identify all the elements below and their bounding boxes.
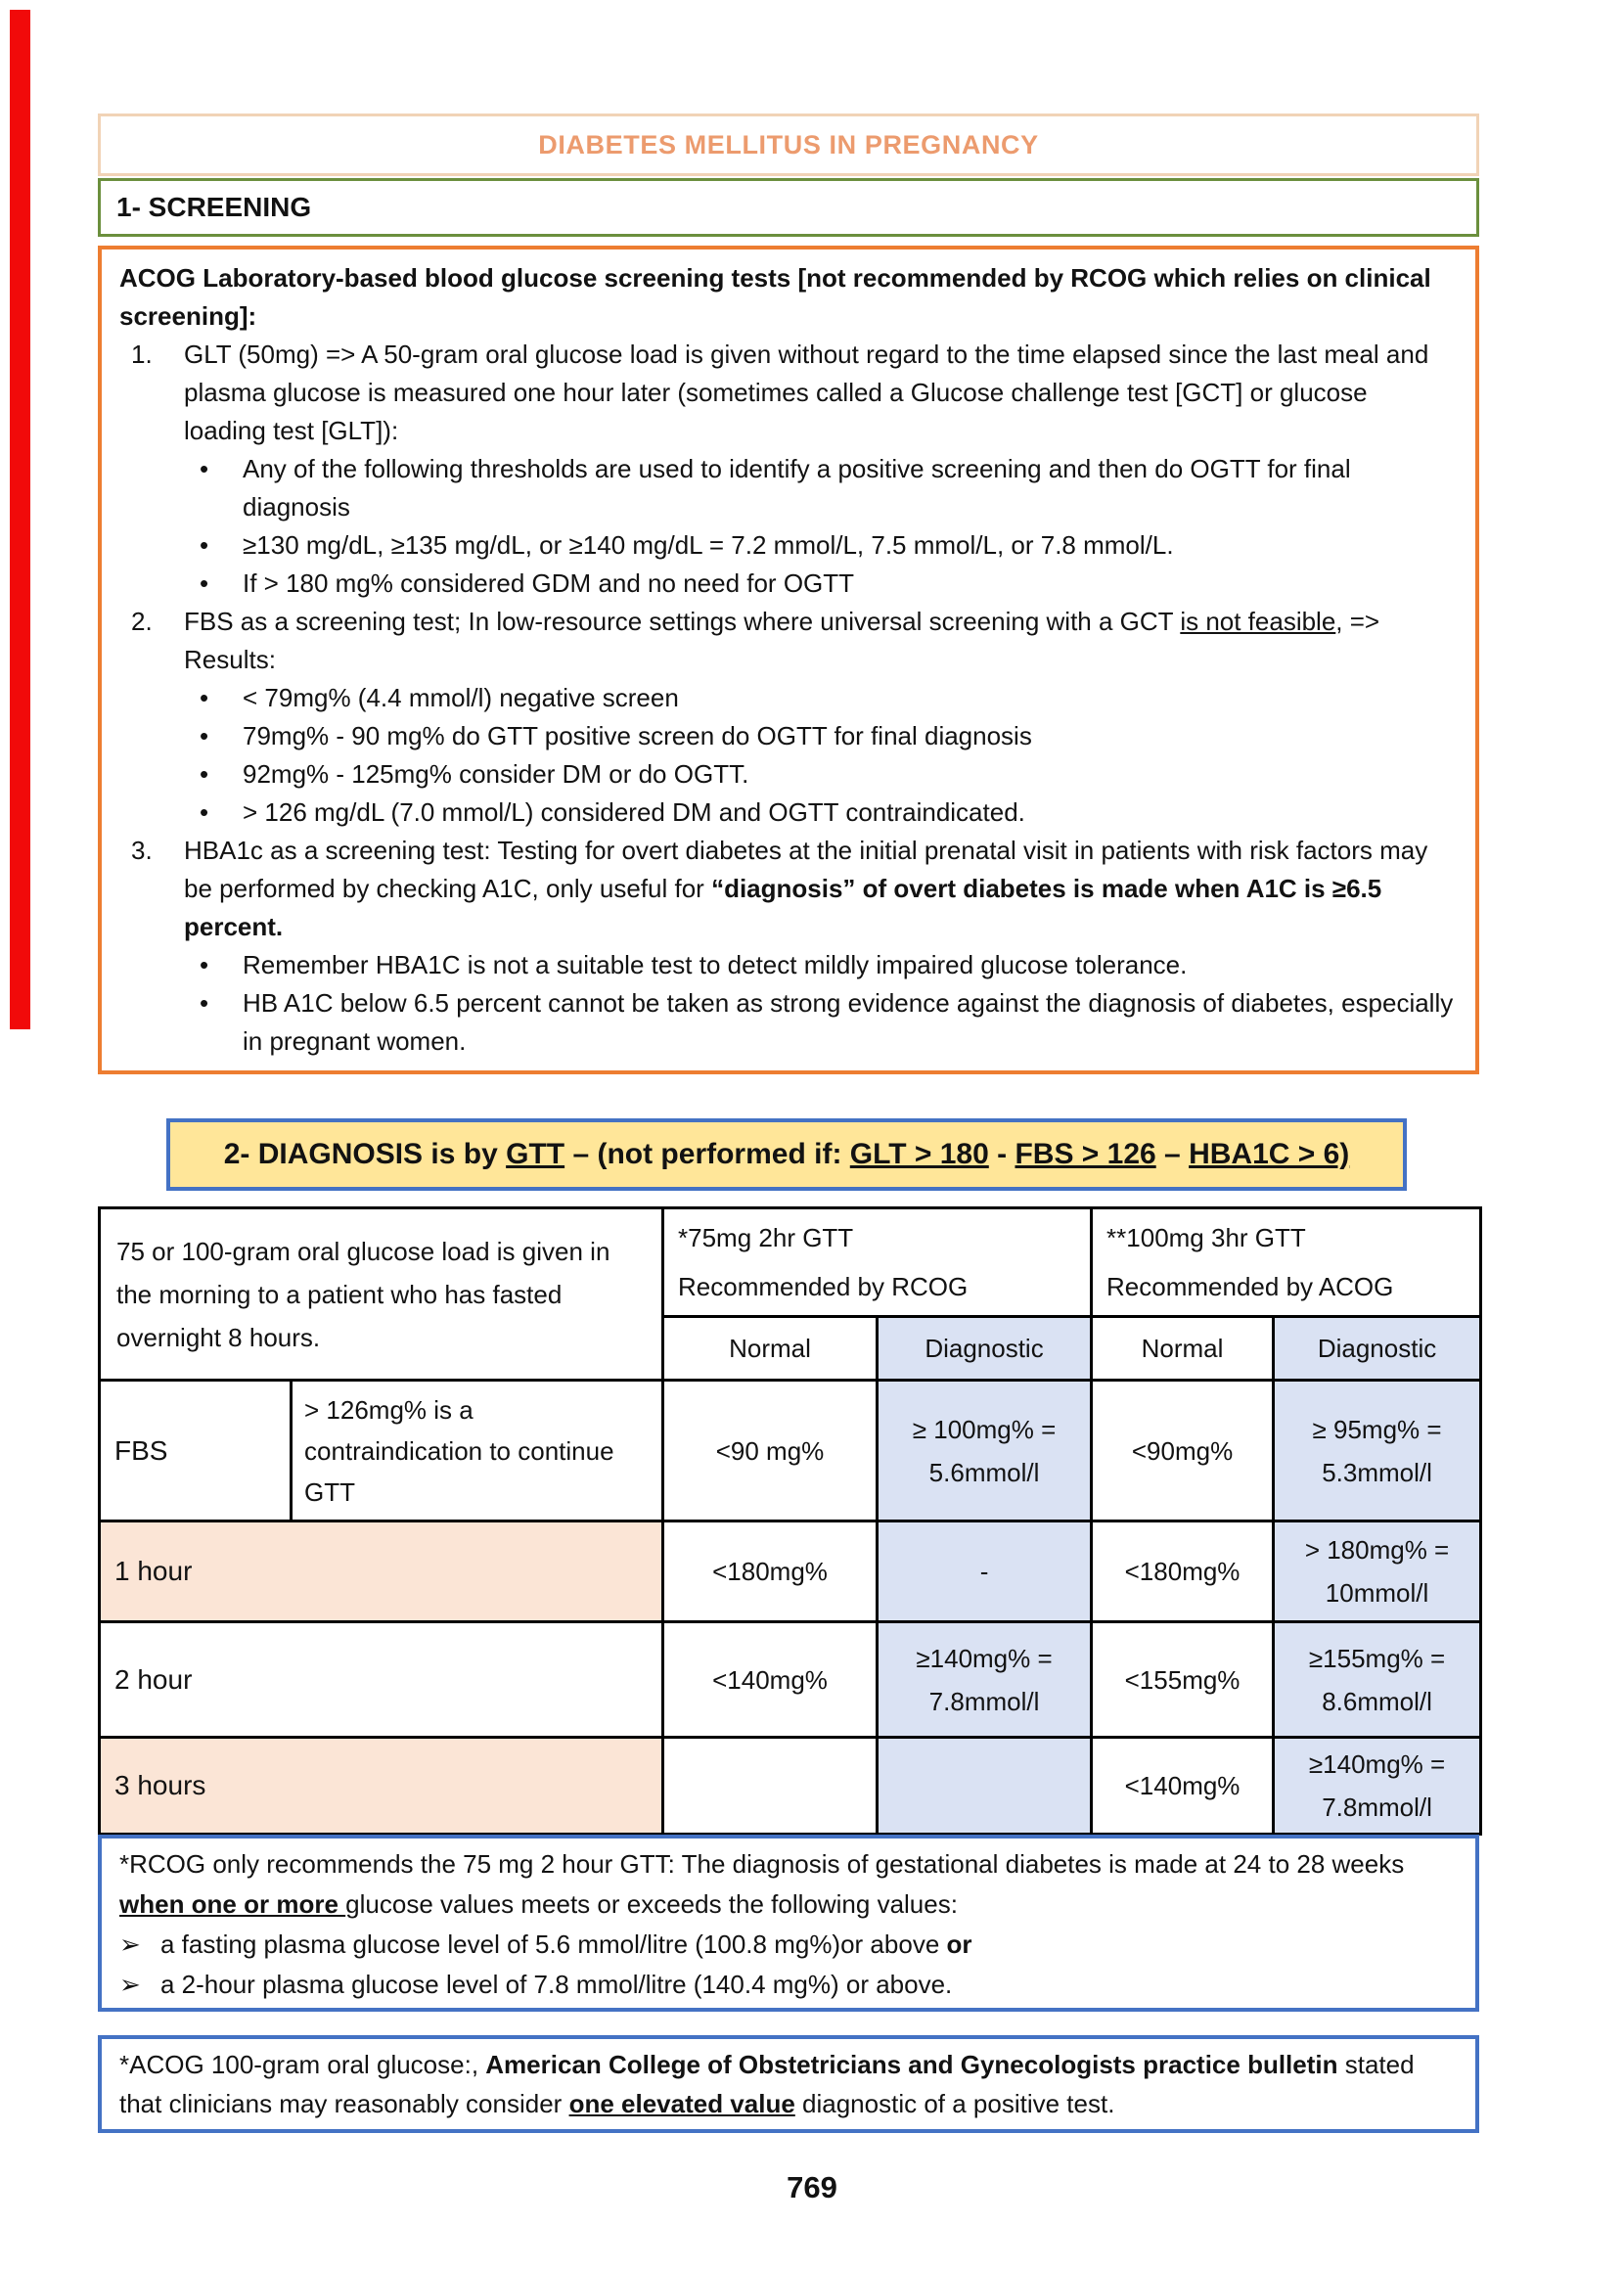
row-label-1-hour: 1 hour xyxy=(100,1521,663,1622)
rcog-header-line1: *75mg 2hr GTT xyxy=(678,1223,854,1252)
screening-intro: ACOG Laboratory-based blood glucose screening tests [not recommended by RCOG which relies on clinical screening]: xyxy=(119,263,1431,331)
table-cell: <90 mg% xyxy=(663,1381,878,1521)
list-item-text: GLT (50mg) => A 50-gram oral glucose load is given without regard to the time elapsed since the last meal and plasma glucose is measured one hour later (sometimes called a Glucose challenge test [GCT] or glucose loading test [GLT]): xyxy=(184,340,1429,445)
rcog-note-bold-underlined: when one or more xyxy=(119,1889,346,1919)
gtt-table xyxy=(98,1206,1482,1836)
table-cell: > 180mg% = 10mmol/l xyxy=(1274,1521,1481,1622)
bullet-icon: • xyxy=(200,988,209,1018)
table-cell: ≥155mg% = 8.6mmol/l xyxy=(1274,1622,1481,1738)
banner-text: - xyxy=(988,1138,1015,1170)
table-cell: <140mg% xyxy=(1092,1738,1274,1835)
list-item-hba1c xyxy=(119,832,1454,946)
bullet-text: If > 180 mg% considered GDM and no need for OGTT xyxy=(243,568,855,598)
bullet-text: > 126 mg/dL (7.0 mmol/L) considered DM and OGTT contraindicated. xyxy=(243,797,1025,827)
bullet-text: HB A1C below 6.5 percent cannot be taken as strong evidence against the diagnosis of diabetes, especially in pregnant women. xyxy=(243,988,1454,1056)
rcog-bullet-1-text xyxy=(160,1925,1458,1965)
fbs-text-pre: FBS as a screening test; In low-resource settings where universal screening with a GCT xyxy=(184,607,1181,636)
banner-underlined-fbs: FBS > 126 xyxy=(1015,1138,1156,1170)
list-number: 1. xyxy=(131,340,153,369)
rcog-note-bullet-1 xyxy=(119,1925,1458,1965)
bullet-icon: • xyxy=(200,530,209,560)
banner-text: – (not performed if: xyxy=(564,1138,850,1170)
table-row-1-hour xyxy=(100,1521,1481,1622)
table-cell: ≥ 100mg% = 5.6mmol/l xyxy=(878,1381,1092,1521)
title-box xyxy=(98,114,1479,176)
fbs-description-cell: > 126mg% is a contraindication to continue GTT xyxy=(292,1381,663,1521)
acog-note-paragraph xyxy=(119,2045,1458,2123)
bullet-text: 79mg% - 90 mg% do GTT positive screen do OGTT for final diagnosis xyxy=(243,721,1032,750)
bullet-item xyxy=(200,526,1454,565)
row-label-3-hours: 3 hours xyxy=(100,1738,663,1835)
table-row-3-hours xyxy=(100,1738,1481,1835)
left-margin-red-bar xyxy=(10,10,30,1029)
arrow-bullet-icon: ➢ xyxy=(119,1930,141,1959)
rcog-bullet-1-bold-or: or xyxy=(946,1930,972,1959)
rcog-note-paragraph xyxy=(119,1844,1458,1925)
bullet-text: Remember HBA1C is not a suitable test to detect mildly impaired glucose tolerance. xyxy=(243,950,1188,979)
banner-text: 2- DIAGNOSIS is by xyxy=(223,1138,507,1170)
acog-normal-header: Normal xyxy=(1092,1317,1274,1381)
diagnosis-banner xyxy=(166,1118,1407,1191)
bullet-icon: • xyxy=(200,568,209,598)
acog-diagnostic-header: Diagnostic xyxy=(1274,1317,1481,1381)
screening-heading-text: 1- SCREENING xyxy=(116,192,312,222)
bullet-icon: • xyxy=(200,950,209,979)
table-cell: <90mg% xyxy=(1092,1381,1274,1521)
bullet-item xyxy=(200,565,1454,603)
bullet-item xyxy=(200,794,1454,832)
bullet-item xyxy=(200,984,1454,1061)
bullet-text: Any of the following thresholds are used to identify a positive screening and then do OGTT for final diagnosis xyxy=(243,454,1351,522)
screening-content-box xyxy=(98,246,1479,1074)
acog-note-post: diagnostic of a positive test. xyxy=(794,2089,1115,2118)
acog-column-header xyxy=(1092,1208,1481,1317)
table-cell xyxy=(878,1738,1092,1835)
bullet-item xyxy=(200,679,1454,717)
list-item-text xyxy=(184,603,1454,679)
table-cell: <180mg% xyxy=(1092,1521,1274,1622)
note-acog xyxy=(98,2035,1479,2133)
acog-header-line1: **100mg 3hr GTT xyxy=(1106,1223,1306,1252)
rcog-diagnostic-header: Diagnostic xyxy=(878,1317,1092,1381)
rcog-note-pre: *RCOG only recommends the 75 mg 2 hour GTT: The diagnosis of gestational diabetes is made at 24 to 28 weeks xyxy=(119,1849,1405,1879)
list-item-fbs xyxy=(119,603,1454,679)
banner-underlined-glt: GLT > 180 xyxy=(849,1138,989,1170)
rcog-bullet-1-pre: a fasting plasma glucose level of 5.6 mmol/litre (100.8 mg%)or above xyxy=(160,1930,947,1959)
bullet-item xyxy=(200,946,1454,984)
rcog-note-bullet-2 xyxy=(119,1965,1458,2005)
acog-note-mid: stated that clinicians may reasonably consider xyxy=(119,2050,1415,2118)
table-cell: ≥ 95mg% = 5.3mmol/l xyxy=(1274,1381,1481,1521)
list-item-text xyxy=(184,832,1454,946)
acog-header-line2: Recommended by ACOG xyxy=(1106,1272,1394,1301)
table-cell: - xyxy=(878,1521,1092,1622)
bullet-text: 92mg% - 125mg% consider DM or do OGTT. xyxy=(243,759,749,789)
list-number: 3. xyxy=(131,836,153,865)
bullet-icon: • xyxy=(200,759,209,789)
section-screening-header xyxy=(98,178,1479,237)
table-cell xyxy=(663,1738,878,1835)
bullet-icon: • xyxy=(200,721,209,750)
table-row-2-hour xyxy=(100,1622,1481,1738)
acog-note-pre: *ACOG 100-gram oral glucose:, xyxy=(119,2050,486,2079)
bullet-item xyxy=(200,717,1454,755)
banner-text: – xyxy=(1155,1138,1190,1170)
table-row-fbs xyxy=(100,1381,1481,1521)
row-label-fbs: FBS xyxy=(100,1381,292,1521)
table-cell: ≥140mg% = 7.8mmol/l xyxy=(878,1622,1092,1738)
acog-note-bold-underlined: one elevated value xyxy=(568,2089,795,2118)
table-cell: ≥140mg% = 7.8mmol/l xyxy=(1274,1738,1481,1835)
page-title: DIABETES MELLITUS IN PREGNANCY xyxy=(538,129,1039,159)
bullet-icon: • xyxy=(200,683,209,712)
rcog-note-post: glucose values meets or exceeds the following values: xyxy=(345,1889,958,1919)
fbs-text-underlined: is not feasible xyxy=(1180,607,1336,636)
rcog-header-line2: Recommended by RCOG xyxy=(678,1272,969,1301)
gtt-table-container xyxy=(98,1206,1479,1836)
rcog-column-header xyxy=(663,1208,1092,1317)
bullet-item xyxy=(200,450,1454,526)
hba1c-text-bold: “diagnosis” of overt diabetes is made when A1C is ≥6.5 percent. xyxy=(184,874,1382,941)
banner-underlined-gtt: GTT xyxy=(506,1138,565,1170)
bullet-icon: • xyxy=(200,454,209,483)
list-number: 2. xyxy=(131,607,153,636)
page-number: 769 xyxy=(787,2170,837,2204)
bullet-icon: • xyxy=(200,797,209,827)
table-cell: <180mg% xyxy=(663,1521,878,1622)
fbs-text-post: , => Results: xyxy=(184,607,1380,674)
note-rcog xyxy=(98,1835,1479,2012)
acog-note-bold: American College of Obstetricians and Gynecologists practice bulletin xyxy=(485,2050,1338,2079)
rcog-normal-header: Normal xyxy=(663,1317,878,1381)
table-intro-cell: 75 or 100-gram oral glucose load is given in the morning to a patient who has fasted overnight 8 hours. xyxy=(100,1208,663,1381)
bullet-text: < 79mg% (4.4 mmol/l) negative screen xyxy=(243,683,679,712)
bullet-item xyxy=(200,755,1454,794)
list-item-glt xyxy=(119,336,1454,450)
banner-underlined-hba1c: HBA1C > 6) xyxy=(1189,1138,1350,1170)
table-cell: <140mg% xyxy=(663,1622,878,1738)
hba1c-text-pre: HBA1c as a screening test: Testing for overt diabetes at the initial prenatal visit in patients with risk factors may be performed by checking A1C, only useful for xyxy=(184,836,1428,903)
table-cell: <155mg% xyxy=(1092,1622,1274,1738)
bullet-text: ≥130 mg/dL, ≥135 mg/dL, or ≥140 mg/dL = 7.2 mmol/L, 7.5 mmol/L, or 7.8 mmol/L. xyxy=(243,530,1174,560)
row-label-2-hour: 2 hour xyxy=(100,1622,663,1738)
arrow-bullet-icon: ➢ xyxy=(119,1970,141,1999)
rcog-bullet-2-text: a 2-hour plasma glucose level of 7.8 mmol/litre (140.4 mg%) or above. xyxy=(160,1970,953,1999)
